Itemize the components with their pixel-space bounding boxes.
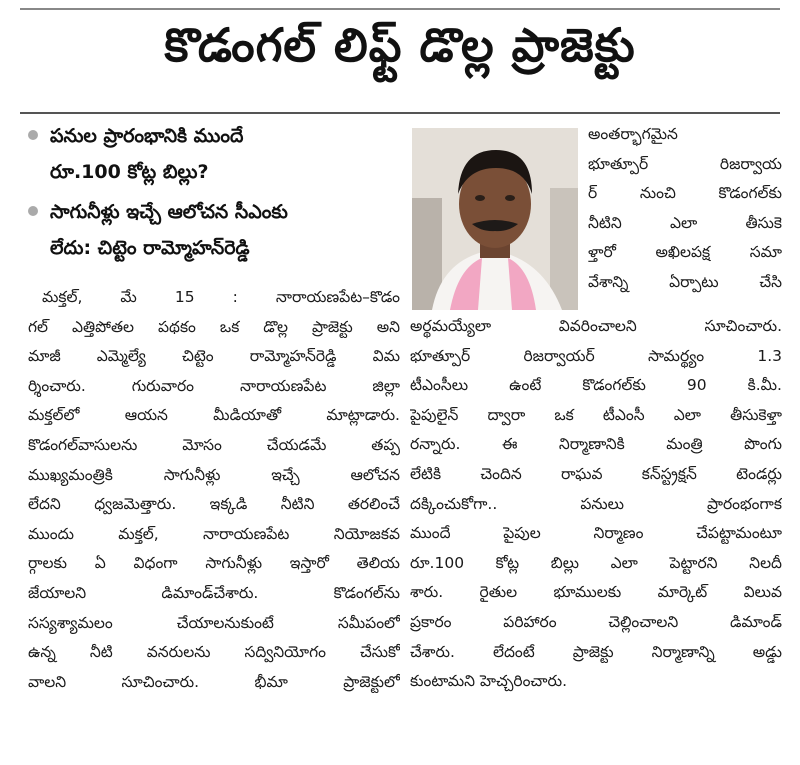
article-line: లేటికి చెందిన రాఘవ కన్‌స్ట్రక్షన్ టెండర్లు (410, 464, 782, 483)
article-column-right-top (588, 120, 782, 298)
article-line: జేయాలని డిమాండ్‌చేశారు. కొడంగల్‌ను (28, 583, 400, 602)
article-line: ముందు మక్తల్, నారాయణపేట నియోజకవ (28, 524, 400, 543)
article-line: లేదని ధ్వజమెత్తారు. ఇక్కడి నీటిని తరలించే (28, 495, 400, 514)
subheadline-text (50, 194, 288, 266)
article-line: మాజీ ఎమ్మెల్యే చిట్టెం రామ్మోహన్‌రెడ్డి విమ (28, 347, 400, 366)
article-line: ర్ నుంచి కొడంగల్‌కు (588, 184, 782, 203)
article-line: భూత్పూర్ రిజర్వాయ (588, 154, 782, 173)
article-line: నీటిని ఎలా తీసుకె (588, 213, 782, 232)
article-line: ముందే పైపుల నిర్మాణం చేపట్టామంటూ (410, 524, 782, 543)
article-line: దక్కించుకోగా.. పనులు ప్రారంభంగాక (410, 494, 782, 513)
article-line: రూ.100 కోట్ల బిల్లు ఎలా పెట్టారని నిలదీ (410, 553, 782, 572)
bullet-dot-icon (28, 130, 38, 140)
article-line: చేశారు. లేదంటే ప్రాజెక్టు నిర్మాణాన్ని అడ్డు (410, 642, 782, 661)
article-line: రన్నారు. ఈ నిర్మాణానికి మంత్రి పొంగు (410, 435, 782, 454)
article-line: ఉన్న నీటి వనరులను సద్వినియోగం చేసుకో (28, 643, 400, 662)
person-portrait-icon (412, 128, 578, 310)
subheadline-bullet (22, 118, 402, 190)
article-line: ర్గాలకు ఏ విధంగా సాగునీళ్లు ఇస్తారో తెలియ (28, 554, 400, 573)
subheadline-bullet (22, 194, 402, 266)
subheadline-bullets (22, 118, 402, 270)
top-rule (20, 8, 780, 10)
article-line: గల్ ఎత్తిపోతల పథకం ఒక డొల్ల ప్రాజెక్టు అని (28, 317, 400, 336)
article-line: ముఖ్యమంత్రికి సాగునీళ్లు ఇచ్చే ఆలోచన (28, 465, 400, 484)
article-line: వాలని సూచించారు. భీమా ప్రాజెక్టులో (28, 672, 400, 691)
subheadline-line: రూ.100 కోట్ల బిల్లు? (50, 161, 209, 183)
article-line: కొడంగల్‌వాసులను మోసం చేయడమే తప్ప (28, 435, 400, 454)
article-column-right-bottom (410, 312, 782, 697)
subheadline-line: లేదు: చిట్టెం రామ్మోహన్‌రెడ్డి (50, 237, 250, 259)
article-line: మక్తల్, మే 15 : నారాయణపేట–కొడం (42, 288, 400, 306)
subheadline-line: పనుల ప్రారంభానికి ముందే (50, 125, 244, 147)
article-line: మక్తల్‌లో ఆయన మీడియాతో మాట్లాడారు. (28, 406, 400, 425)
subheadline-line: సాగునీళ్లు ఇచ్చే ఆలోచన సీఎంకు (50, 201, 288, 223)
article-line: శారు. రైతుల భూములకు మార్కెట్ విలువ (410, 583, 782, 602)
headline: కొడంగల్ లిఫ్ట్ డొల్ల ప్రాజెక్టు (164, 18, 636, 72)
article-line: టీఎంసీలు ఉంటే కొడంగల్‌కు 90 కి.మీ. (410, 376, 782, 395)
article-line: భూత్పూర్ రిజర్వాయర్ సామర్థ్యం 1.3 (410, 346, 782, 365)
portrait-photo (412, 128, 578, 310)
article-line: వేశాన్ని ఏర్పాటు చేసి (588, 272, 782, 291)
subheadline-text (50, 118, 243, 190)
article-line: అర్థమయ్యేలా వివరించాలని సూచించారు. (410, 317, 782, 335)
article-line: పైపులైన్ ద్వారా ఒక టీఎంసీ ఎలా తీసుకెళ్తా (410, 405, 782, 424)
article-line: కుంటామని హెచ్చరించారు. (410, 672, 568, 691)
article-line: సస్యశ్యామలం చేయాలనుకుంటే సమీపంలో (28, 613, 400, 632)
article-line: అంతర్భాగమైన (588, 125, 678, 143)
article-column-left (28, 283, 400, 697)
bullet-dot-icon (28, 206, 38, 216)
headline-rule (20, 112, 780, 114)
article-line: ర్శించారు. గురువారం నారాయణపేట జిల్లా (28, 376, 400, 395)
article-line: ప్రకారం పరిహారం చెల్లించాలని డిమాండ్ (410, 612, 782, 631)
article-line: ళ్తారో అఖిలపక్ష సమా (588, 243, 782, 262)
